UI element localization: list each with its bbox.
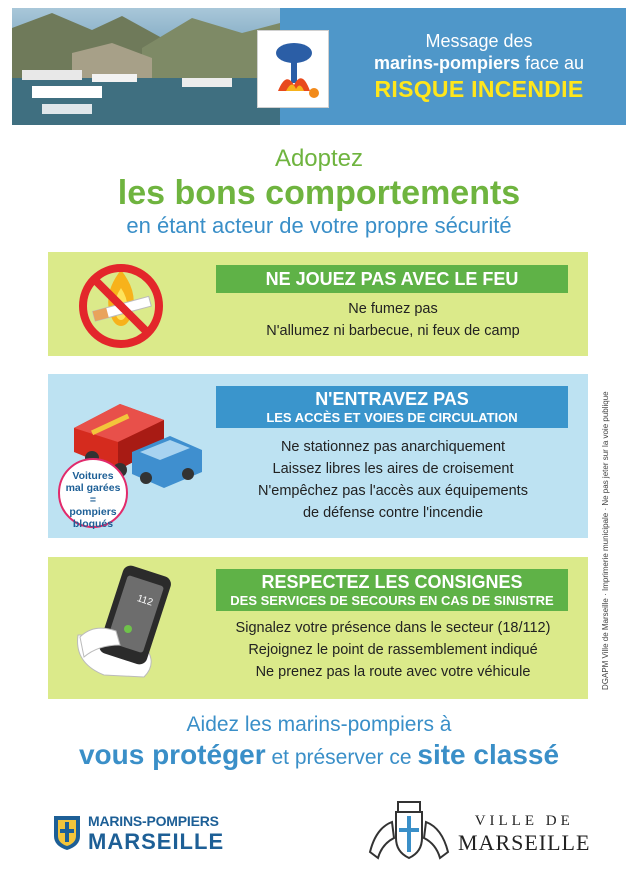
title-adoptez: Adoptez — [274, 145, 364, 172]
footer-bold-site: site classé — [417, 739, 560, 770]
vdm-line2: MARSEILLE — [458, 830, 591, 855]
no-smoking-icon — [75, 260, 167, 348]
vdm-wordmark — [458, 812, 590, 856]
badge-line: mal garées — [65, 482, 121, 494]
access-line: de défense contre l'incendie — [302, 505, 484, 521]
header-line2-bold: marins-pompiers — [373, 53, 520, 73]
header-risk-title: RISQUE INCENDIE — [374, 76, 584, 102]
footer-line1: Aidez les marins-pompiers à — [186, 713, 452, 736]
instructions-header-main: RESPECTEZ LES CONSIGNES — [261, 572, 523, 592]
instructions-list — [208, 617, 578, 683]
badge-line: pompiers — [69, 506, 117, 518]
instructions-header-sub: DES SERVICES DE SECOURS EN CAS DE SINISTRE — [230, 593, 554, 608]
title-block — [0, 145, 638, 239]
access-instructions — [208, 436, 578, 524]
mpm-crest-icon — [52, 812, 82, 852]
badge-line: = — [89, 494, 97, 506]
fire-risk-logo — [257, 30, 329, 108]
header-title — [334, 30, 624, 104]
section-fire — [48, 252, 588, 356]
badge-bad-parking — [58, 458, 128, 528]
ville-de-marseille-logo — [366, 798, 591, 864]
fire-line: Ne fumez pas — [348, 301, 438, 317]
mpm-wordmark — [88, 812, 224, 854]
calanque-photo — [12, 8, 280, 125]
header-line2-rest: face au — [520, 53, 585, 73]
phone-in-hand-icon — [70, 565, 180, 681]
instructions-line: Rejoignez le point de rassemblement indiqué — [248, 642, 538, 658]
section-access — [48, 374, 588, 538]
header-line1: Message des — [425, 31, 533, 51]
access-line: Laissez libres les aires de croisement — [272, 461, 514, 477]
header-banner — [12, 8, 626, 125]
badge-line: bloqués — [72, 518, 114, 530]
access-header-sub: LES ACCÈS ET VOIES DE CIRCULATION — [266, 410, 518, 425]
title-acteur: en étant acteur de votre propre sécurité — [126, 213, 512, 238]
header-line2 — [334, 52, 624, 74]
phone-display-text: 112 — [135, 593, 155, 609]
mpm-line1: MARINS-POMPIERS — [88, 813, 219, 829]
instructions-header — [216, 569, 568, 611]
marseille-crest-icon — [366, 798, 452, 864]
fire-header: NE JOUEZ PAS AVEC LE FEU — [216, 265, 568, 293]
title-bons-comportements: les bons comportements — [117, 174, 521, 212]
footer-message — [0, 712, 638, 775]
fire-instructions — [208, 298, 578, 342]
calanque-photo-illustration — [12, 8, 280, 125]
fire-line: N'allumez ni barbecue, ni feux de camp — [266, 323, 520, 339]
footer-line2 — [0, 738, 638, 775]
instructions-line: Signalez votre présence dans le secteur (18/112) — [235, 620, 551, 636]
print-credit: DGAPM Ville de Marseille · Imprimerie municipale · Ne pas jeter sur la voie publique — [601, 391, 610, 690]
footer-mid: et préserver ce — [265, 746, 418, 769]
marins-pompiers-logo — [52, 812, 227, 856]
instructions-line: Ne prenez pas la route avec votre véhicule — [255, 664, 531, 680]
vdm-line1: VILLE DE — [474, 813, 574, 829]
access-header-main: N'ENTRAVEZ PAS — [315, 389, 469, 409]
badge-line: Voitures — [72, 470, 114, 482]
footer-bold-proteger: vous protéger — [78, 739, 266, 770]
access-line: Ne stationnez pas anarchiquement — [280, 439, 506, 455]
access-header — [216, 386, 568, 428]
burning-tree-icon — [258, 31, 330, 109]
section-instructions — [48, 557, 588, 699]
mpm-line2: MARSEILLE — [88, 829, 225, 854]
access-line: N'empêchez pas l'accès aux équipements — [258, 483, 528, 499]
